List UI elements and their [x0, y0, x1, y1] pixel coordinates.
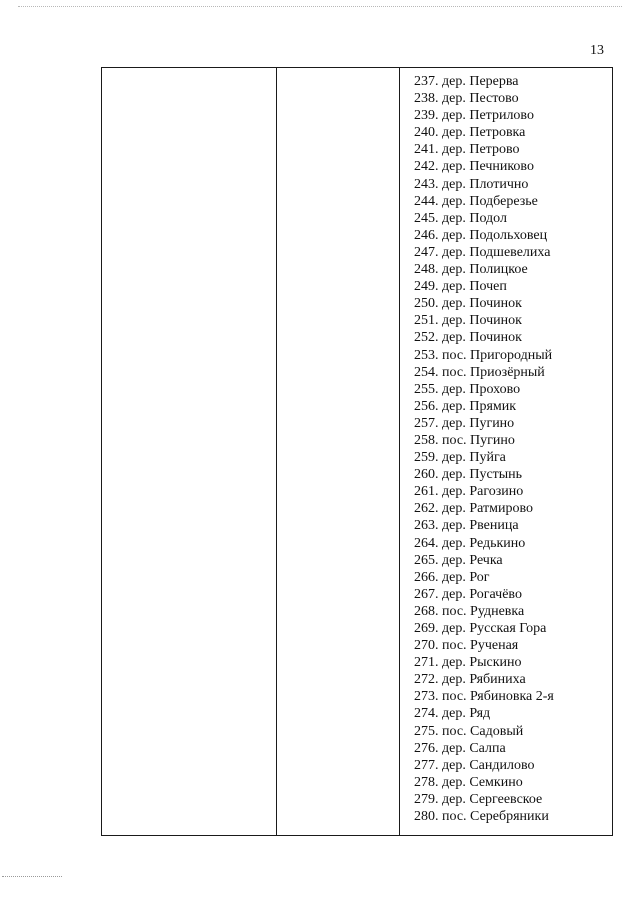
settlement-row: [414, 398, 554, 415]
settlement-number: 271.: [414, 655, 439, 671]
settlement-name: дер. Петровка: [442, 125, 526, 141]
settlement-name: дер. Плотично: [442, 176, 529, 192]
settlement-row: [414, 808, 554, 825]
settlement-number: 261.: [414, 484, 439, 500]
settlement-number: 255.: [414, 381, 439, 397]
settlement-row: [414, 261, 554, 278]
settlement-name: дер. Сергеевское: [442, 791, 543, 807]
settlement-row: [414, 73, 554, 90]
settlement-row: [414, 347, 554, 364]
scan-edge-line: [18, 6, 622, 8]
settlement-name: дер. Подольховец: [442, 227, 548, 243]
settlement-number: 256.: [414, 398, 439, 414]
settlement-number: 280.: [414, 809, 439, 825]
settlement-name: дер. Подол: [442, 210, 507, 226]
settlement-row: [414, 381, 554, 398]
settlement-row: [414, 500, 554, 517]
settlement-number: 269.: [414, 621, 439, 636]
settlement-number: 268.: [414, 603, 439, 619]
settlement-number: 272.: [414, 672, 439, 688]
scan-edge-mark: [2, 876, 62, 878]
settlement-row: [414, 227, 554, 244]
settlement-row: [414, 295, 554, 312]
settlement-number: 254.: [414, 364, 439, 380]
settlement-name: дер. Подберезье: [442, 193, 538, 209]
settlement-number: 244.: [414, 193, 439, 209]
settlement-name: дер. Печниково: [442, 159, 534, 175]
settlement-row: [414, 312, 554, 329]
settlement-number: 239.: [414, 108, 439, 124]
settlement-number: 266.: [414, 569, 439, 585]
settlement-name: дер. Прохово: [442, 381, 521, 397]
settlement-row: [414, 432, 554, 449]
settlement-number: 248.: [414, 262, 439, 278]
settlement-row: [414, 671, 554, 688]
settlement-row: [414, 535, 554, 552]
settlement-number: 253.: [414, 347, 439, 363]
settlement-name: дер. Семкино: [442, 774, 523, 790]
settlement-number: 249.: [414, 279, 439, 295]
settlement-name: дер. Рвеница: [442, 518, 519, 534]
settlement-row: [414, 654, 554, 671]
settlement-row: [414, 740, 554, 757]
settlement-number: 240.: [414, 125, 439, 141]
settlement-number: 245.: [414, 210, 439, 226]
settlement-row: [414, 466, 554, 483]
settlement-name: дер. Рябиниха: [442, 672, 526, 688]
settlement-name: дер. Полицкое: [442, 262, 528, 278]
settlement-number: 242.: [414, 159, 439, 175]
settlement-name: дер. Сандилово: [442, 757, 535, 773]
settlement-number: 241.: [414, 142, 439, 158]
settlement-number: 250.: [414, 296, 439, 312]
settlement-number: 237.: [414, 74, 439, 89]
settlement-row: [414, 569, 554, 586]
settlement-row: [414, 193, 554, 210]
settlement-number: 265.: [414, 552, 439, 568]
settlement-number: 276.: [414, 740, 439, 756]
settlement-name: дер. Пустынь: [442, 467, 523, 483]
settlement-name: дер. Прямик: [442, 398, 517, 414]
settlement-name: дер. Починок: [442, 330, 522, 346]
settlement-number: 262.: [414, 501, 439, 517]
settlement-row: [414, 415, 554, 432]
settlement-number: 259.: [414, 450, 439, 466]
settlement-row: [414, 244, 554, 261]
settlement-name: дер. Рогачёво: [442, 586, 522, 602]
settlement-row: [414, 723, 554, 740]
settlement-number: 274.: [414, 706, 439, 722]
settlement-row: [414, 688, 554, 705]
settlement-name: дер. Ряд: [442, 706, 491, 722]
settlement-row: [414, 90, 554, 107]
settlement-number: 275.: [414, 723, 439, 739]
settlement-row: [414, 107, 554, 124]
settlement-row: [414, 141, 554, 158]
settlement-number: 270.: [414, 638, 439, 654]
settlement-row: [414, 552, 554, 569]
settlement-number: 257.: [414, 415, 439, 431]
settlement-number: 238.: [414, 91, 439, 107]
settlement-name: пос. Рученая: [442, 638, 519, 654]
settlement-name: дер. Салпа: [442, 740, 506, 756]
settlement-name: дер. Речка: [442, 552, 503, 568]
settlement-row: [414, 176, 554, 193]
settlement-row: [414, 774, 554, 791]
column-divider-1: [276, 68, 277, 835]
settlement-name: дер. Редькино: [442, 535, 526, 551]
settlement-name: пос. Рудневка: [442, 603, 525, 619]
settlement-list: [414, 73, 554, 825]
settlement-name: дер. Починок: [442, 313, 522, 329]
settlement-name: дер. Пуйга: [442, 450, 506, 466]
settlement-name: дер. Пугино: [442, 415, 515, 431]
settlement-row: [414, 586, 554, 603]
settlements-table: [101, 67, 613, 836]
settlement-number: 251.: [414, 313, 439, 329]
settlement-number: 247.: [414, 244, 439, 260]
settlement-row: [414, 278, 554, 295]
settlement-name: дер. Ратмирово: [442, 501, 533, 517]
settlement-row: [414, 620, 554, 637]
settlement-name: пос. Рябиновка 2-я: [442, 689, 554, 705]
settlement-name: дер. Рагозино: [442, 484, 524, 500]
settlement-number: 246.: [414, 227, 439, 243]
settlement-row: [414, 124, 554, 141]
settlement-number: 252.: [414, 330, 439, 346]
settlement-name: дер. Подшевелиха: [442, 244, 551, 260]
settlement-name: дер. Пестово: [442, 91, 519, 107]
settlement-name: пос. Пугино: [442, 432, 515, 448]
settlement-number: 243.: [414, 176, 439, 192]
settlement-number: 258.: [414, 432, 439, 448]
settlement-number: 278.: [414, 774, 439, 790]
settlement-name: дер. Рыскино: [442, 655, 522, 671]
settlement-row: [414, 603, 554, 620]
settlement-name: дер. Починок: [442, 296, 522, 312]
settlement-number: 267.: [414, 586, 439, 602]
settlement-name: дер. Петрилово: [442, 108, 534, 124]
settlement-row: [414, 517, 554, 534]
settlement-number: 273.: [414, 689, 439, 705]
page-number: 13: [590, 43, 604, 58]
settlement-row: [414, 705, 554, 722]
settlement-name: дер. Русская Гора: [442, 621, 547, 636]
settlement-row: [414, 329, 554, 346]
settlement-name: пос. Приозёрный: [442, 364, 545, 380]
settlement-row: [414, 449, 554, 466]
settlement-number: 277.: [414, 757, 439, 773]
settlement-name: пос. Пригородный: [442, 347, 553, 363]
settlement-row: [414, 158, 554, 175]
settlement-number: 260.: [414, 467, 439, 483]
settlement-name: пос. Садовый: [442, 723, 524, 739]
settlement-name: дер. Перерва: [442, 74, 519, 89]
settlement-name: дер. Петрово: [442, 142, 520, 158]
settlement-row: [414, 483, 554, 500]
settlement-number: 264.: [414, 535, 439, 551]
settlement-row: [414, 757, 554, 774]
column-divider-2: [399, 68, 400, 835]
settlement-name: дер. Рог: [442, 569, 490, 585]
settlement-number: 263.: [414, 518, 439, 534]
settlement-row: [414, 637, 554, 654]
settlement-name: пос. Серебряники: [442, 809, 549, 825]
settlement-number: 279.: [414, 791, 439, 807]
settlement-row: [414, 210, 554, 227]
settlement-row: [414, 364, 554, 381]
settlement-name: дер. Почеп: [442, 279, 507, 295]
settlement-row: [414, 791, 554, 808]
